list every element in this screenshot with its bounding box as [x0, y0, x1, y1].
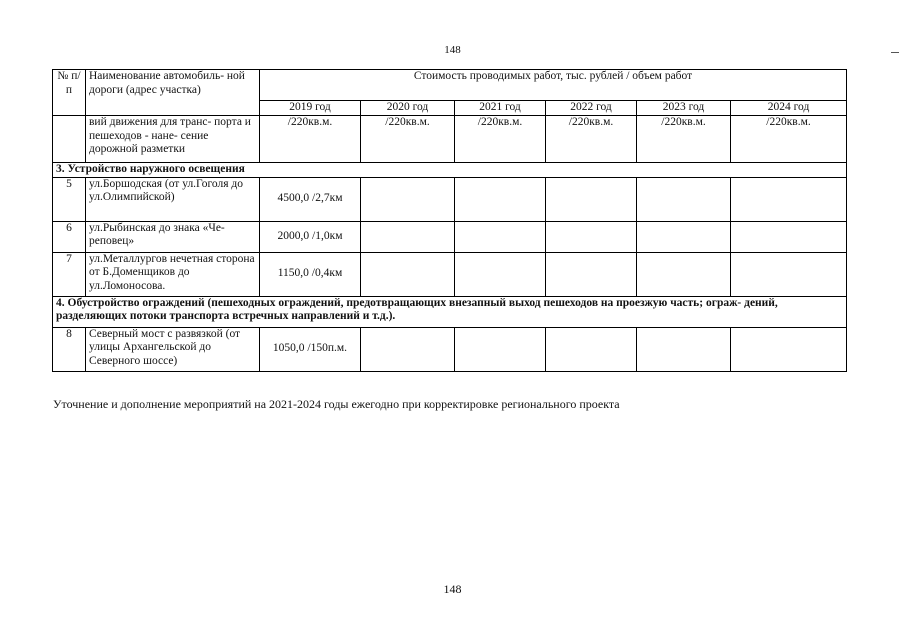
row-num: 7 [53, 252, 86, 296]
row-value: /220кв.м. [260, 116, 361, 163]
empty-cell [731, 177, 847, 221]
row-name: вий движения для транс- порта и пешеходов - нане- сение дорожной разметки [86, 116, 260, 163]
empty-cell [637, 252, 731, 296]
row-name: ул.Рыбинская до знака «Че- реповец» [86, 221, 260, 252]
row-value-2019: 1050,0 /150п.м. [260, 327, 361, 371]
empty-cell [455, 327, 546, 371]
header-row [53, 70, 847, 101]
footnote: Уточнение и дополнение мероприятий на 2021-2024 годы ежегодно при корректировке регионального проекта [53, 397, 620, 411]
header-year: 2020 год [361, 101, 455, 116]
empty-cell [637, 327, 731, 371]
section-title-row [53, 163, 847, 178]
table-row [53, 327, 847, 371]
empty-cell [361, 252, 455, 296]
row-value-2019: 2000,0 /1,0км [260, 221, 361, 252]
page-number-top: 148 [444, 44, 461, 56]
row-value: /220кв.м. [637, 116, 731, 163]
row-num: 5 [53, 177, 86, 221]
empty-cell [637, 221, 731, 252]
header-year: 2024 год [731, 101, 847, 116]
empty-cell [731, 252, 847, 296]
header-cost: Стоимость проводимых работ, тыс. рублей / объем работ [260, 70, 847, 101]
section-title-row [53, 296, 847, 327]
empty-cell [546, 252, 637, 296]
row-value: /220кв.м. [546, 116, 637, 163]
header-year: 2019 год [260, 101, 361, 116]
row-value: /220кв.м. [455, 116, 546, 163]
empty-cell [455, 221, 546, 252]
row-value: /220кв.м. [361, 116, 455, 163]
empty-cell [546, 177, 637, 221]
cost-table [52, 69, 847, 372]
empty-cell [546, 221, 637, 252]
empty-cell [455, 177, 546, 221]
empty-cell [731, 327, 847, 371]
row-value: /220кв.м. [731, 116, 847, 163]
header-year: 2023 год [637, 101, 731, 116]
header-name: Наименование автомобиль- ной дороги (адрес участка) [86, 70, 260, 116]
row-name: Северный мост с развязкой (от улицы Архангельской до Северного шоссе) [86, 327, 260, 371]
header-num: № п/п [53, 70, 86, 116]
section-4-title: 4. Обустройство ограждений (пешеходных ограждений, предотвращающих внезапный выход пешеходов на проезжую часть; ограж- дений, разделяющих потоки транспорта встречных направлений и т.д.). [53, 296, 847, 327]
empty-cell [455, 252, 546, 296]
empty-cell [731, 221, 847, 252]
section-3-title: 3. Устройство наружного освещения [53, 163, 847, 178]
empty-cell [361, 327, 455, 371]
row-num: 8 [53, 327, 86, 371]
page-number-bottom: 148 [443, 582, 462, 596]
empty-cell [361, 177, 455, 221]
empty-cell [546, 327, 637, 371]
margin-mark [891, 52, 899, 53]
table-row [53, 221, 847, 252]
table-row [53, 116, 847, 163]
row-num [53, 116, 86, 163]
table-row [53, 177, 847, 221]
empty-cell [637, 177, 731, 221]
row-name: ул.Металлургов нечетная сторона от Б.Доменщиков до ул.Ломоносова. [86, 252, 260, 296]
table-row [53, 252, 847, 296]
row-value-2019: 1150,0 /0,4км [260, 252, 361, 296]
empty-cell [361, 221, 455, 252]
row-num: 6 [53, 221, 86, 252]
header-year: 2022 год [546, 101, 637, 116]
row-value-2019: 4500,0 /2,7км [260, 177, 361, 221]
row-name: ул.Боршодская (от ул.Гоголя до ул.Олимпийской) [86, 177, 260, 221]
header-year: 2021 год [455, 101, 546, 116]
